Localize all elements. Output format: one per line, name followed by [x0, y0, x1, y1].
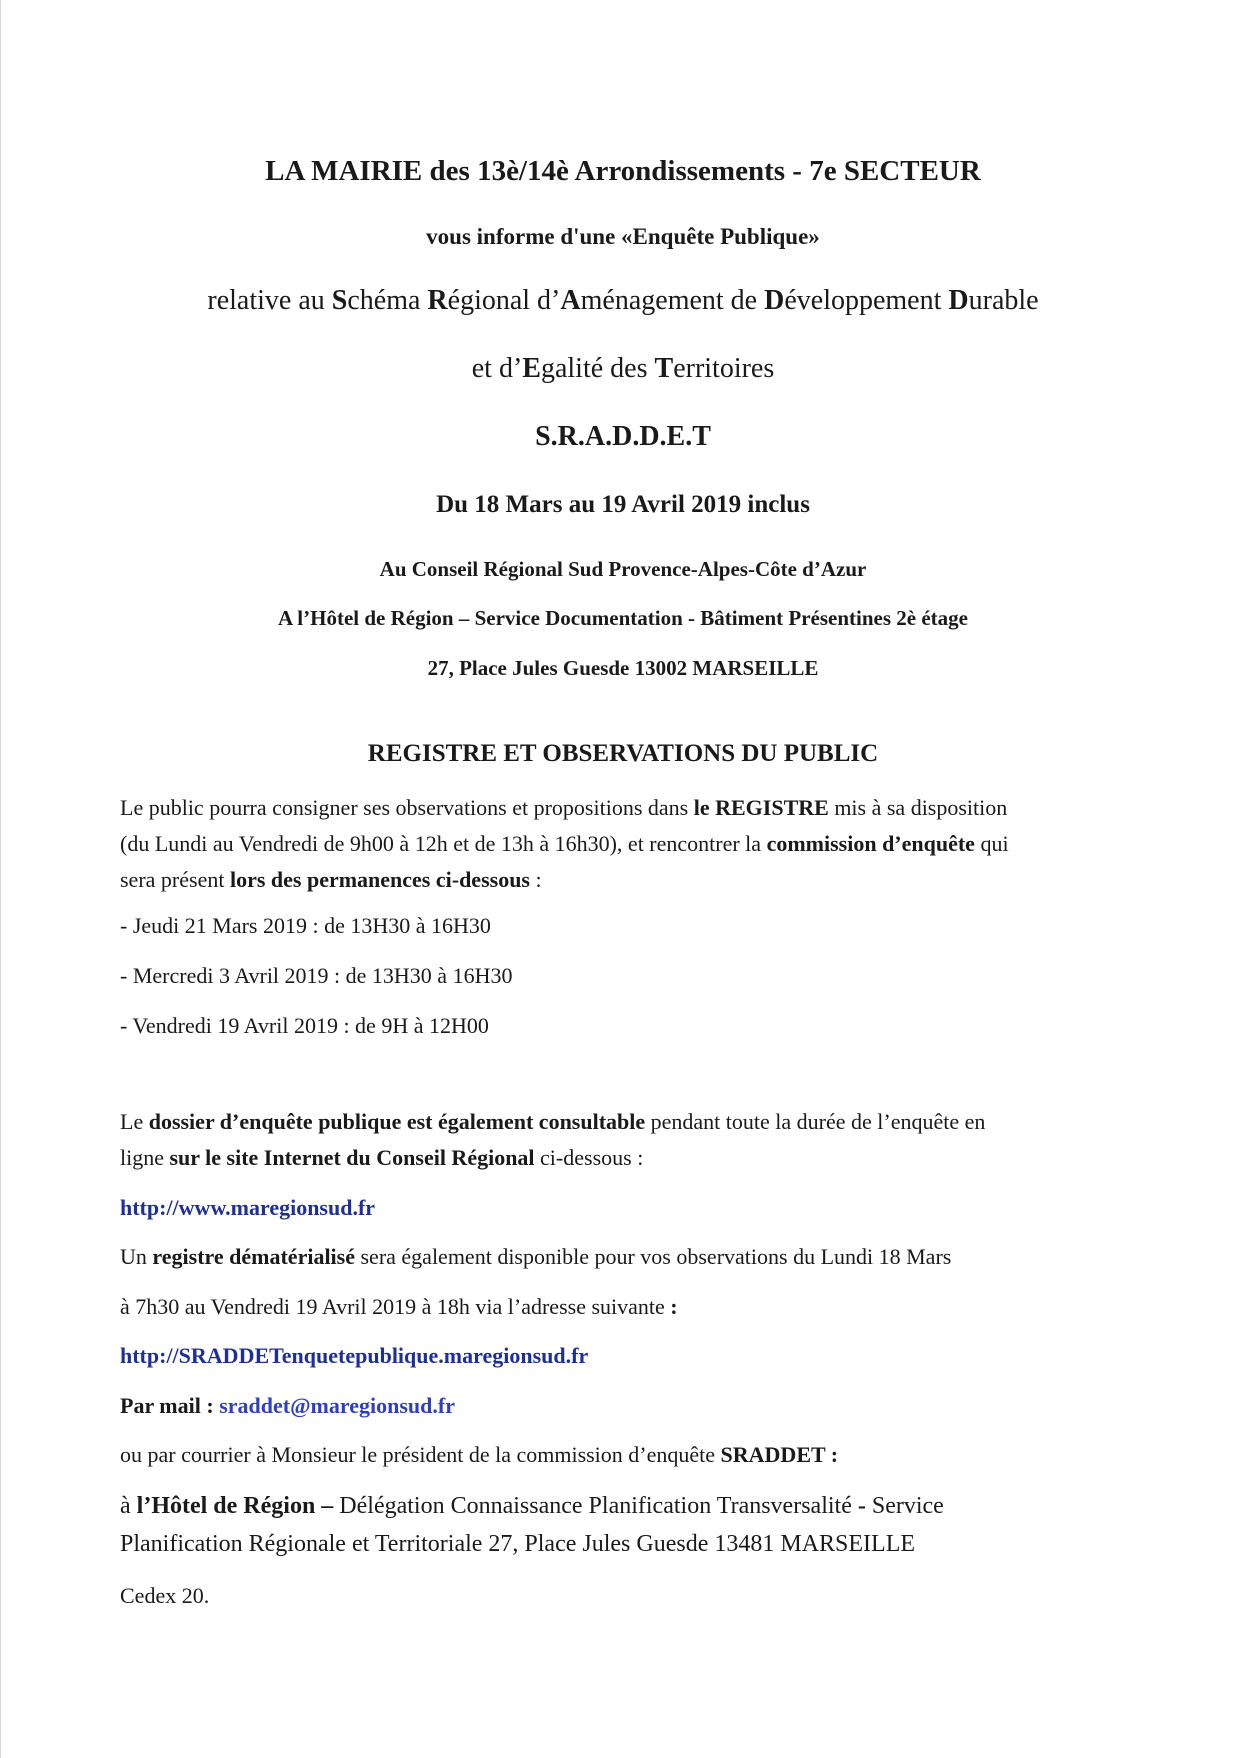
postal-address-cedex: Cedex 20. [120, 1583, 210, 1608]
permanence-item: - Jeudi 21 Mars 2019 : de 13H30 à 16H30 [120, 913, 491, 938]
sraddet-full-name-line2: et d’Egalité des Territoires [471, 353, 775, 384]
registre-paragraph: Le public pourra consigner ses observations et propositions dans le REGISTRE mis à sa disposition (du Lundi au Vendredi de 9h00 à 12h et de 13h à 16h30), et rencontrer la commission d’enquête qui sera présent lors des permanences ci-dessous : [120, 795, 1009, 892]
mairie-title: LA MAIRIE des 13è/14è Arrondissements - 7e SECTEUR [265, 155, 981, 187]
location-line2: A l’Hôtel de Région – Service Documentation - Bâtiment Présentines 2è étage [278, 606, 968, 630]
courrier-line: ou par courrier à Monsieur le président de la commission d’enquête SRADDET : [120, 1442, 839, 1467]
enquete-dates: Du 18 Mars au 19 Avril 2019 inclus [436, 491, 810, 518]
registre-dematerialise-line2: à 7h30 au Vendredi 19 Avril 2019 à 18h via l’adresse suivante : [120, 1294, 678, 1319]
mail-line: Par mail : sraddet@maregionsud.fr [120, 1393, 455, 1418]
mail-link[interactable]: sraddet@maregionsud.fr [219, 1393, 455, 1418]
permanence-item: - Mercredi 3 Avril 2019 : de 13H30 à 16H30 [120, 963, 513, 988]
location-line1: Au Conseil Régional Sud Provence-Alpes-Côte d’Azur [379, 557, 867, 581]
postal-address: à l’Hôtel de Région – Délégation Connaissance Planification Transversalité - Service Planification Régionale et Territoriale 27, Place Jules Guesde 13481 MARSEILLE [120, 1493, 944, 1557]
informe-subtitle: vous informe d'une «Enquête Publique» [426, 224, 820, 249]
location-line3: 27, Place Jules Guesde 13002 MARSEILLE [427, 656, 819, 680]
region-website-link[interactable]: http://www.maregionsud.fr [120, 1195, 376, 1220]
permanence-item: - Vendredi 19 Avril 2019 : de 9H à 12H00 [120, 1013, 489, 1038]
registre-heading: REGISTRE ET OBSERVATIONS DU PUBLIC [367, 740, 879, 767]
sraddet-full-name-line1: relative au Schéma Régional d’Aménagement de Développement Durable [207, 285, 1039, 316]
acronym: S.R.A.D.D.E.T [535, 421, 711, 452]
dossier-paragraph: Le dossier d’enquête publique est également consultable pendant toute la durée de l’enquête en ligne sur le site Internet du Conseil Régional ci-dessous : [120, 1109, 986, 1170]
enquete-publique-link[interactable]: http://SRADDETenquetepublique.maregionsud.fr [120, 1343, 589, 1368]
registre-dematerialise-line1: Un registre dématérialisé sera également disponible pour vos observations du Lundi 18 Mars [120, 1244, 952, 1269]
